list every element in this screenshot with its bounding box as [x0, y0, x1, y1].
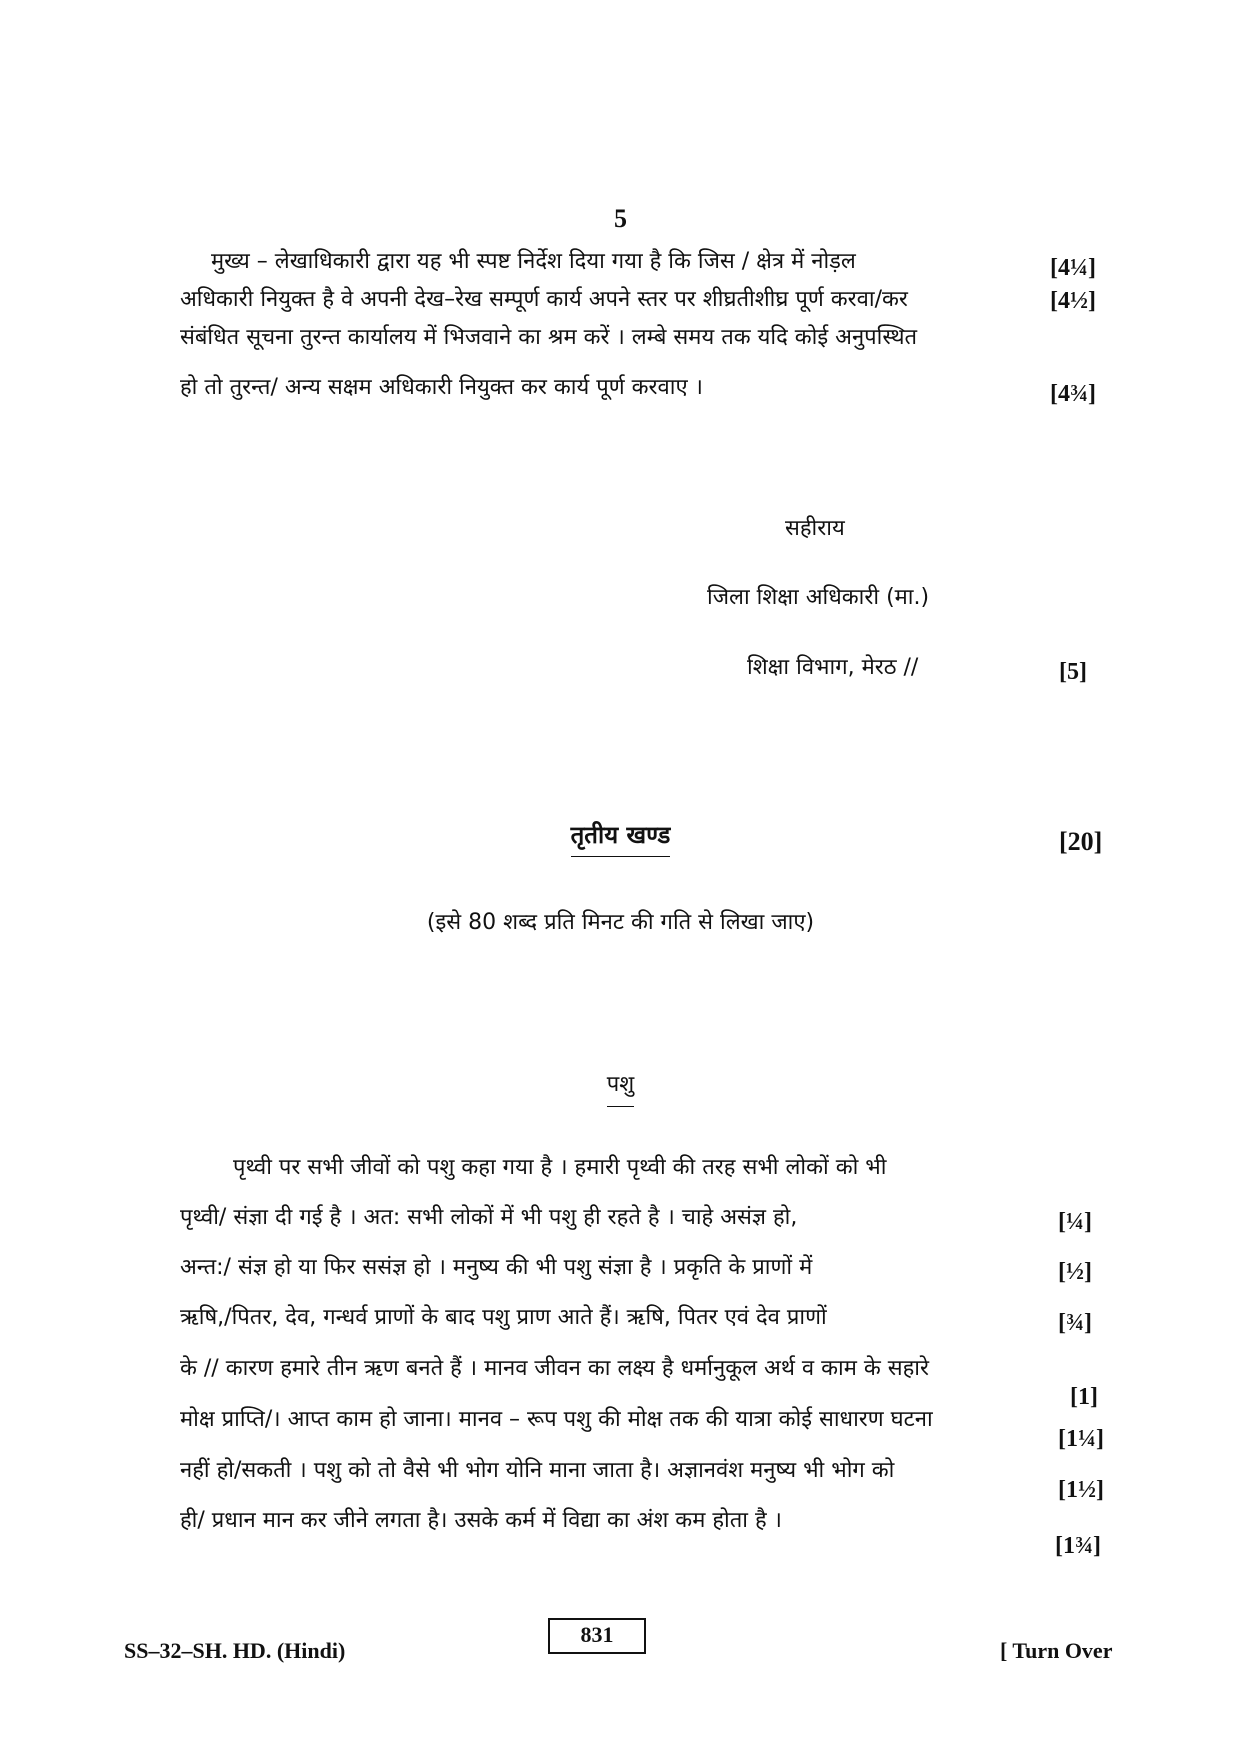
section-title: तृतीय खण्ड: [0, 818, 1241, 857]
passage-line: के // कारण हमारे तीन ऋण बनते हैं । मानव जीवन का लक्ष्य है धर्मानुकूल अर्थ व काम के सहारे: [180, 1356, 929, 1381]
mark-label: [¼]: [1058, 1209, 1092, 1235]
signature-department: शिक्षा विभाग, मेरठ //: [747, 655, 919, 680]
mark-label: [1¼]: [1058, 1426, 1104, 1452]
footer-box-number: 831: [548, 1618, 646, 1654]
signature-name: सहीराय: [785, 516, 845, 541]
mark-label: [4¼]: [1050, 255, 1096, 281]
passage-line: अन्त:/ संज्ञ हो या फिर ससंज्ञ हो । मनुष्य की भी पशु संज्ञा है । प्रकृति के प्राणों में: [180, 1255, 813, 1280]
passage-line: मोक्ष प्राप्ति/। आप्त काम हो जाना। मानव – रूप पशु की मोक्ष तक की यात्रा कोई साधारण घटना: [180, 1407, 933, 1432]
mark-label: [¾]: [1058, 1310, 1092, 1336]
mark-label: [1]: [1070, 1384, 1098, 1410]
mark-label: [4½]: [1050, 288, 1096, 314]
passage-line: नहीं हो/सकती । पशु को तो वैसे भी भोग योनि माना जाता है। अज्ञानवंश मनुष्य भी भोग को: [180, 1458, 895, 1483]
paragraph-line: संबंधित सूचना तुरन्त कार्यालय में भिजवाने का श्रम करें । लम्बे समय तक यदि कोई अनुपस्थित: [180, 325, 918, 350]
mark-label: [4¾]: [1050, 381, 1096, 407]
mark-label: [1½]: [1058, 1477, 1104, 1503]
paragraph-line: अधिकारी नियुक्त है वे अपनी देख–रेख सम्पूर्ण कार्य अपने स्तर पर शीघ्रतीशीघ्र पूर्ण करवा/कर: [180, 287, 908, 312]
passage-line: ही/ प्रधान मान कर जीने लगता है। उसके कर्म में विद्या का अंश कम होता है ।: [180, 1508, 782, 1533]
passage-line: पृथ्वी/ संज्ञा दी गई है । अत: सभी लोकों में भी पशु ही रहते है । चाहे असंज्ञ हो,: [180, 1205, 798, 1230]
section-instruction: (इसे 80 शब्द प्रति मिनट की गति से लिखा जाए): [426, 910, 815, 935]
page-number: 5: [614, 204, 627, 233]
passage-line: ऋषि,/पितर, देव, गन्धर्व प्राणों के बाद पशु प्राण आते हैं। ऋषि, पितर एवं देव प्राणों: [180, 1305, 827, 1330]
signature-designation: जिला शिक्षा अधिकारी (मा.): [707, 585, 930, 610]
passage-title: पशु: [0, 1068, 1241, 1107]
section-marks: [20]: [1059, 827, 1103, 856]
mark-label: [½]: [1058, 1259, 1092, 1285]
mark-label: [1¾]: [1055, 1533, 1101, 1559]
paragraph-line: मुख्य – लेखाधिकारी द्वारा यह भी स्पष्ट निर्देश दिया गया है कि जिस / क्षेत्र में नोड़ल: [211, 249, 856, 274]
footer-code: SS–32–SH. HD. (Hindi): [124, 1638, 346, 1663]
turn-over-label: [ Turn Over: [1000, 1638, 1113, 1663]
paragraph-line: हो तो तुरन्त/ अन्य सक्षम अधिकारी नियुक्त कर कार्य पूर्ण करवाए ।: [180, 375, 703, 400]
mark-label: [5]: [1059, 659, 1087, 685]
passage-line: पृथ्वी पर सभी जीवों को पशु कहा गया है । हमारी पृथ्वी की तरह सभी लोकों को भी: [233, 1155, 887, 1180]
